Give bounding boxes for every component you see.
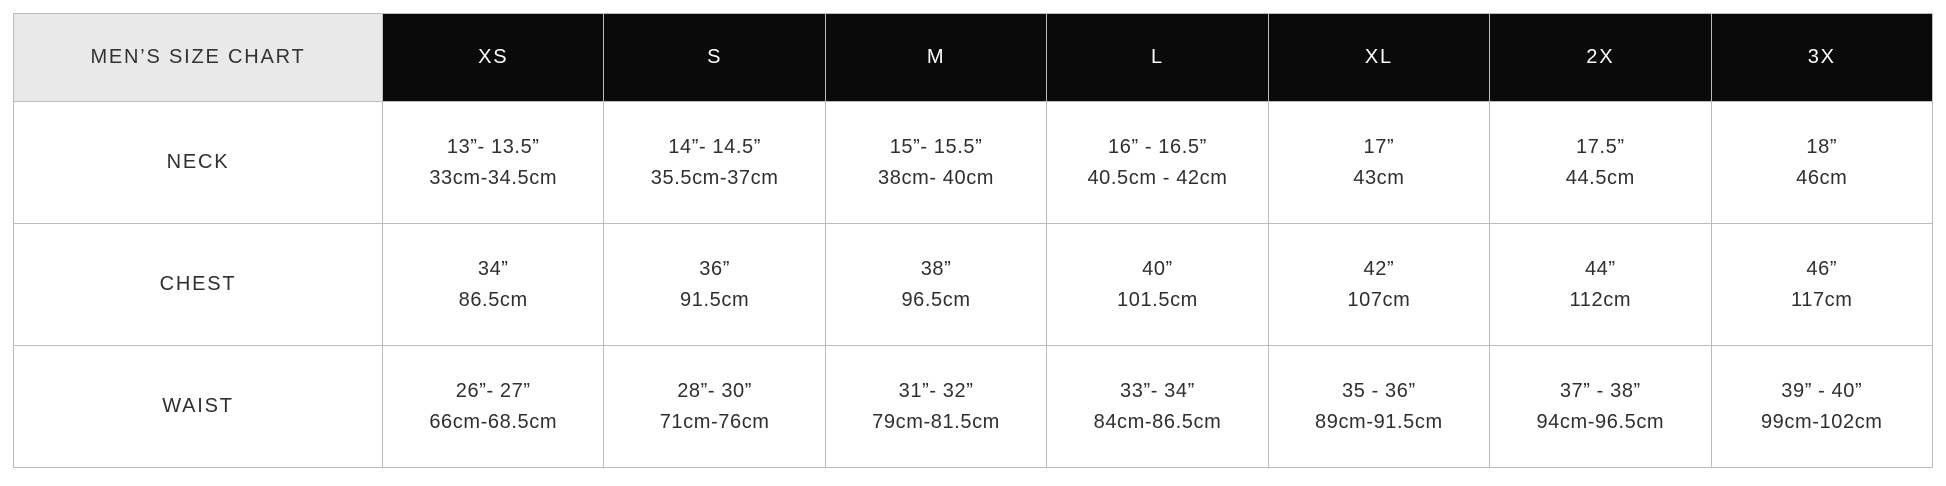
size-header-l: L: [1047, 14, 1268, 102]
cm-value: 112cm: [1569, 288, 1632, 311]
cell-waist-3x: [1711, 346, 1932, 468]
cell-chest-3x: [1711, 224, 1932, 346]
cm-value: 99cm-102cm: [1760, 410, 1883, 433]
cm-value: 38cm- 40cm: [878, 166, 995, 189]
cm-value: 44.5cm: [1565, 166, 1635, 189]
inches-value: 46”: [1806, 257, 1838, 280]
cell-waist-l: [1047, 346, 1268, 468]
inches-value: 34”: [477, 257, 509, 280]
inches-value: 35 - 36”: [1342, 379, 1416, 402]
cm-value: 33cm-34.5cm: [429, 166, 558, 189]
cm-value: 91.5cm: [680, 288, 750, 311]
mens-size-chart-table: [13, 13, 1933, 468]
inches-value: 42”: [1363, 257, 1395, 280]
inches-value: 13”- 13.5”: [446, 135, 540, 158]
cm-value: 94cm-96.5cm: [1536, 410, 1665, 433]
cm-value: 43cm: [1353, 166, 1405, 189]
cell-neck-xs: [383, 102, 604, 224]
measurement-row-neck: [14, 102, 1933, 224]
cell-neck-m: [825, 102, 1046, 224]
cm-value: 107cm: [1347, 288, 1411, 311]
row-label-neck: NECK: [14, 102, 383, 224]
inches-value: 36”: [699, 257, 730, 280]
inches-value: 17”: [1363, 135, 1395, 158]
cm-value: 101.5cm: [1117, 288, 1198, 311]
inches-value: 17.5”: [1576, 135, 1625, 158]
size-header-xl: XL: [1268, 14, 1489, 102]
cell-waist-m: [825, 346, 1046, 468]
inches-value: 39” - 40”: [1781, 379, 1863, 402]
cm-value: 66cm-68.5cm: [429, 410, 558, 433]
cell-chest-xl: [1268, 224, 1489, 346]
header-row: [14, 14, 1933, 102]
cell-waist-s: [604, 346, 825, 468]
chart-title: MEN’S SIZE CHART: [14, 14, 383, 102]
row-label-waist: WAIST: [14, 346, 383, 468]
inches-value: 38”: [920, 257, 952, 280]
cm-value: 86.5cm: [458, 288, 528, 311]
inches-value: 18”: [1806, 135, 1838, 158]
cell-chest-l: [1047, 224, 1268, 346]
size-header-xs: XS: [383, 14, 604, 102]
cell-waist-xl: [1268, 346, 1489, 468]
inches-value: 15”- 15.5”: [889, 135, 983, 158]
measurement-row-waist: [14, 346, 1933, 468]
cell-chest-xs: [383, 224, 604, 346]
cell-chest-m: [825, 224, 1046, 346]
cell-chest-2x: [1490, 224, 1711, 346]
inches-value: 26”- 27”: [455, 379, 531, 402]
size-header-3x: 3X: [1711, 14, 1932, 102]
inches-value: 31”- 32”: [898, 379, 974, 402]
measurement-row-chest: [14, 224, 1933, 346]
cm-value: 40.5cm - 42cm: [1087, 166, 1228, 189]
cm-value: 71cm-76cm: [659, 410, 770, 433]
cm-value: 117cm: [1790, 288, 1853, 311]
size-header-2x: 2X: [1490, 14, 1711, 102]
inches-value: 33”- 34”: [1120, 379, 1195, 402]
cell-neck-3x: [1711, 102, 1932, 224]
inches-value: 16” - 16.5”: [1108, 135, 1207, 158]
cell-waist-2x: [1490, 346, 1711, 468]
inches-value: 40”: [1142, 257, 1173, 280]
cell-chest-s: [604, 224, 825, 346]
cell-neck-2x: [1490, 102, 1711, 224]
cell-neck-s: [604, 102, 825, 224]
inches-value: 44”: [1584, 257, 1616, 280]
inches-value: 37” - 38”: [1559, 379, 1641, 402]
cm-value: 96.5cm: [901, 288, 971, 311]
inches-value: 28”- 30”: [677, 379, 753, 402]
row-label-chest: CHEST: [14, 224, 383, 346]
cell-waist-xs: [383, 346, 604, 468]
cm-value: 79cm-81.5cm: [872, 410, 1000, 433]
inches-value: 14”- 14.5”: [668, 135, 761, 158]
cm-value: 35.5cm-37cm: [650, 166, 779, 189]
cell-neck-xl: [1268, 102, 1489, 224]
cm-value: 84cm-86.5cm: [1093, 410, 1222, 433]
cell-neck-l: [1047, 102, 1268, 224]
cm-value: 46cm: [1796, 166, 1848, 189]
size-header-s: S: [604, 14, 825, 102]
cm-value: 89cm-91.5cm: [1315, 410, 1443, 433]
size-header-m: M: [825, 14, 1046, 102]
